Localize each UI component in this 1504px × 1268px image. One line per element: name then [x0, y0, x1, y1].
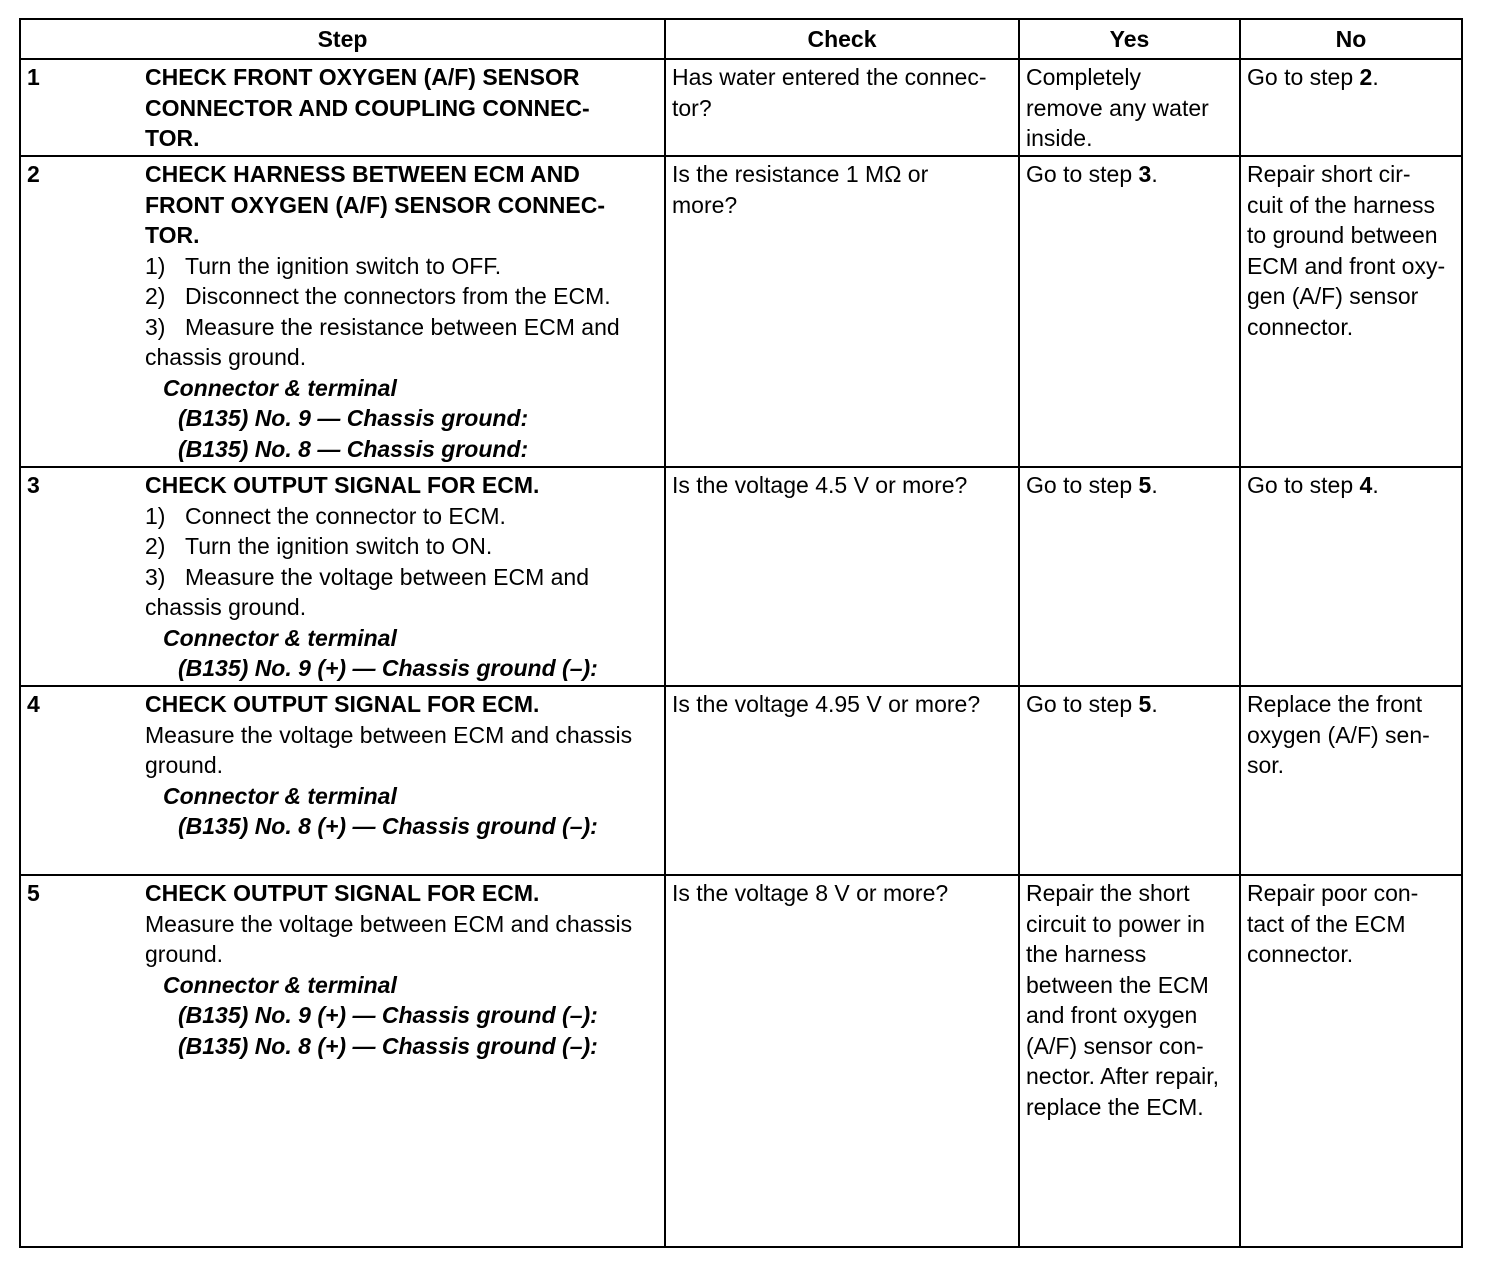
step-title-line: CHECK OUTPUT SIGNAL FOR ECM.: [145, 472, 540, 498]
connector-terminal-line: (B135) No. 9 (+) — Chassis ground (–):: [178, 655, 598, 681]
yes-text-line: replace the ECM.: [1026, 1093, 1204, 1120]
yes-text-line: inside.: [1026, 125, 1093, 151]
yes-cell: [1019, 686, 1240, 875]
procedure-text: Measure the voltage between ECM and: [185, 563, 590, 590]
step-reference: 5: [1138, 691, 1152, 717]
connector-terminal-label: Connector & terminal: [163, 624, 397, 651]
check-text-line: Is the voltage 4.95 V or more?: [672, 691, 981, 717]
step-body-line: Measure the voltage between ECM and chassis: [145, 721, 633, 748]
procedure-item: [145, 562, 658, 593]
no-text-line: cuit of the harness: [1247, 191, 1435, 218]
table-row: [20, 467, 1462, 686]
no-text-line: Repair poor con-: [1247, 880, 1419, 906]
step-title-line: CHECK FRONT OXYGEN (A/F) SENSOR: [145, 64, 580, 90]
punctuation: .: [1151, 161, 1158, 187]
header-no: No: [1240, 19, 1462, 59]
no-text: Go to step: [1247, 64, 1360, 90]
yes-cell: [1019, 156, 1240, 467]
header-yes: Yes: [1019, 19, 1240, 59]
no-cell: [1240, 467, 1462, 686]
check-text-line: Is the voltage 8 V or more?: [672, 880, 949, 906]
step-number: 3: [27, 472, 40, 498]
yes-text-line: remove any water: [1026, 94, 1209, 121]
yes-text-line: (A/F) sensor con-: [1026, 1032, 1204, 1059]
procedure-item: [145, 501, 658, 532]
check-text-line: Has water entered the connec-: [672, 64, 987, 90]
step-number: 5: [27, 880, 40, 906]
no-text-line: Repair short cir-: [1247, 161, 1411, 187]
no-text-line: oxygen (A/F) sen-: [1247, 721, 1430, 748]
procedure-number: 2): [145, 283, 166, 309]
step-title-line: FRONT OXYGEN (A/F) SENSOR CONNEC-: [145, 191, 606, 218]
step-number: 2: [27, 161, 40, 187]
yes-text-line: between the ECM: [1026, 971, 1209, 998]
punctuation: .: [1372, 472, 1379, 498]
procedure-item: [145, 251, 658, 282]
connector-terminal-label: Connector & terminal: [163, 374, 397, 401]
procedure-number: 1): [145, 252, 166, 279]
header-check: Check: [665, 19, 1019, 59]
check-text-line: Is the voltage 4.5 V or more?: [672, 472, 968, 498]
procedure-number: 1): [145, 502, 166, 529]
no-text-line: ECM and front oxy-: [1247, 252, 1446, 279]
procedure-text: Connect the connector to ECM.: [185, 502, 506, 529]
step-reference: 5: [1138, 472, 1152, 498]
procedure-item: [145, 281, 658, 312]
step-title-line: CHECK OUTPUT SIGNAL FOR ECM.: [145, 880, 540, 906]
table-row: [20, 686, 1462, 875]
step-body-line: ground.: [145, 941, 224, 967]
no-text: Go to step: [1247, 472, 1360, 498]
connector-terminal-line: (B135) No. 8 — Chassis ground:: [178, 435, 529, 462]
procedure-continuation: chassis ground.: [145, 344, 307, 370]
procedure-number: 3): [145, 313, 166, 340]
diagnostic-table: [19, 18, 1463, 1248]
connector-terminal-label: Connector & terminal: [163, 971, 397, 998]
table-row: [20, 59, 1462, 156]
yes-cell: [1019, 875, 1240, 1247]
check-cell: [665, 59, 1019, 156]
check-cell: [665, 686, 1019, 875]
yes-text-line: circuit to power in: [1026, 910, 1205, 937]
procedure-continuation: chassis ground.: [145, 594, 307, 620]
no-cell: [1240, 156, 1462, 467]
punctuation: .: [1151, 472, 1158, 498]
procedure-text: Disconnect the connectors from the ECM.: [185, 283, 611, 309]
no-text-line: to ground between: [1247, 222, 1438, 248]
check-cell: [665, 467, 1019, 686]
yes-text-line: and front oxygen: [1026, 1002, 1198, 1028]
no-cell: [1240, 875, 1462, 1247]
check-text-line: tor?: [672, 94, 712, 121]
no-cell: [1240, 686, 1462, 875]
header-step: Step: [20, 19, 665, 59]
no-text-line: Replace the front: [1247, 691, 1423, 717]
check-text-line: Is the resistance 1 MΩ or: [672, 161, 929, 187]
procedure-item: [145, 531, 658, 562]
yes-text: Go to step: [1026, 691, 1139, 717]
connector-terminal-line: (B135) No. 9 — Chassis ground:: [178, 405, 529, 431]
punctuation: .: [1372, 64, 1379, 90]
step-cell: [20, 59, 665, 156]
yes-text: Go to step: [1026, 472, 1139, 498]
connector-terminal-line: (B135) No. 9 (+) — Chassis ground (–):: [178, 1002, 598, 1028]
table-header-row: [20, 19, 1462, 59]
step-reference: 4: [1359, 472, 1373, 498]
yes-text-line: the harness: [1026, 941, 1147, 967]
yes-text: Go to step: [1026, 161, 1139, 187]
check-text-line: more?: [672, 191, 738, 218]
step-number: 4: [27, 691, 40, 717]
procedure-item: [145, 312, 658, 343]
step-title-line: CHECK HARNESS BETWEEN ECM AND: [145, 161, 580, 187]
connector-terminal-line: (B135) No. 8 (+) — Chassis ground (–):: [178, 1032, 598, 1059]
procedure-number: 3): [145, 563, 166, 590]
connector-terminal-label: Connector & terminal: [163, 782, 397, 809]
step-cell: [20, 875, 665, 1247]
step-cell: [20, 156, 665, 467]
no-text-line: connector.: [1247, 313, 1354, 340]
check-cell: [665, 875, 1019, 1247]
no-text-line: gen (A/F) sensor: [1247, 283, 1419, 309]
no-cell: [1240, 59, 1462, 156]
table-row: [20, 156, 1462, 467]
procedure-text: Turn the ignition switch to ON.: [185, 533, 493, 559]
step-reference: 2: [1359, 64, 1373, 90]
step-title-line: CONNECTOR AND COUPLING CONNEC-: [145, 94, 590, 121]
step-number: 1: [27, 64, 40, 90]
punctuation: .: [1151, 691, 1158, 717]
no-text-line: sor.: [1247, 752, 1285, 778]
yes-cell: [1019, 59, 1240, 156]
connector-terminal-line: (B135) No. 8 (+) — Chassis ground (–):: [178, 813, 598, 839]
yes-text-line: nector. After repair,: [1026, 1063, 1220, 1089]
no-text-line: connector.: [1247, 941, 1354, 967]
no-text-line: tact of the ECM: [1247, 910, 1406, 937]
procedure-text: Turn the ignition switch to OFF.: [185, 252, 502, 279]
yes-cell: [1019, 467, 1240, 686]
step-cell: [20, 686, 665, 875]
table-row: [20, 875, 1462, 1247]
procedure-number: 2): [145, 533, 166, 559]
step-title-line: CHECK OUTPUT SIGNAL FOR ECM.: [145, 691, 540, 717]
check-cell: [665, 156, 1019, 467]
procedure-text: Measure the resistance between ECM and: [185, 313, 620, 340]
step-cell: [20, 467, 665, 686]
step-reference: 3: [1138, 161, 1152, 187]
yes-text-line: Completely: [1026, 64, 1142, 90]
step-body-line: ground.: [145, 752, 224, 778]
yes-text-line: Repair the short: [1026, 880, 1190, 906]
step-title-line: TOR.: [145, 125, 200, 151]
step-title-line: TOR.: [145, 222, 200, 248]
step-body-line: Measure the voltage between ECM and chassis: [145, 910, 633, 937]
